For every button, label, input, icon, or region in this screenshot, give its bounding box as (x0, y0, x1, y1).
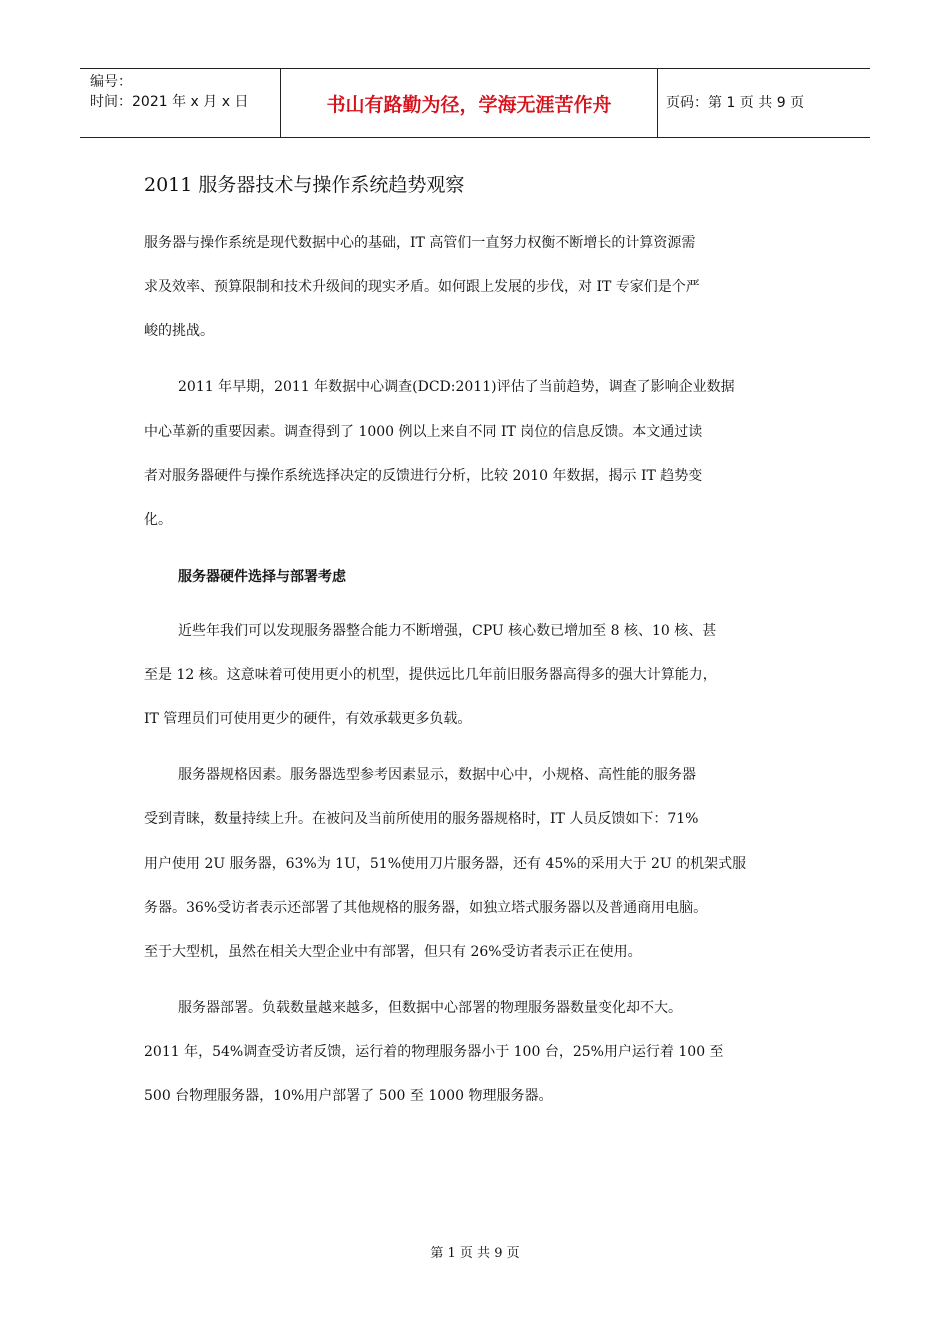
paragraph-5-line: 500 台物理服务器，10%用户部署了 500 至 1000 物理服务器。 (144, 1088, 553, 1104)
page-footer: 第 1 页 共 9 页 (430, 1246, 520, 1261)
paragraph-1-line: 求及效率、预算限制和技术升级间的现实矛盾。如何跟上发展的步伐，对 IT 专家们是个严 (144, 279, 700, 295)
header-motto-cell (281, 69, 658, 137)
paragraph-4-line: 受到青睐，数量持续上升。在被问及当前所使用的服务器规格时，IT 人员反馈如下：71% (144, 811, 699, 827)
paragraph-3-line: 近些年我们可以发现服务器整合能力不断增强，CPU 核心数已增加至 8 核、10 核、甚 (178, 623, 717, 639)
paragraph-1-line: 峻的挑战。 (144, 323, 214, 339)
paragraph-2-line: 者对服务器硬件与操作系统选择决定的反馈进行分析，比较 2010 年数据，揭示 IT 趋势变 (144, 468, 703, 484)
paragraph-2-line: 中心革新的重要因素。调查得到了 1000 例以上来自不同 IT 岗位的信息反馈。本文通过读 (144, 424, 703, 440)
section-heading: 服务器硬件选择与部署考虑 (178, 569, 346, 585)
paragraph-5-line: 服务器部署。负载数量越来越多，但数据中心部署的物理服务器数量变化却不大。 (178, 1000, 682, 1016)
header-meta-cell (80, 69, 281, 137)
paragraph-1-line: 服务器与操作系统是现代数据中心的基础，IT 高管们一直努力权衡不断增长的计算资源需 (144, 235, 696, 251)
page-header (80, 68, 870, 138)
paragraph-4-line: 至于大型机，虽然在相关大型企业中有部署，但只有 26%受访者表示正在使用。 (144, 944, 642, 960)
number-label: 编号： (90, 74, 132, 90)
paragraph-3-line: IT 管理员们可使用更少的硬件，有效承载更多负载。 (144, 711, 472, 727)
paragraph-5-line: 2011 年，54%调查受访者反馈，运行着的物理服务器小于 100 台，25%用户运行着 100 至 (144, 1044, 724, 1060)
paragraph-4-line: 务器。36%受访者表示还部署了其他规格的服务器，如独立塔式服务器以及普通商用电脑。 (144, 900, 708, 916)
header-page-cell (658, 69, 870, 137)
page-info: 页码：第 1 页 共 9 页 (666, 95, 805, 111)
paragraph-4-line: 服务器规格因素。服务器选型参考因素显示，数据中心中，小规格、高性能的服务器 (178, 767, 696, 783)
paragraph-2-line: 化。 (144, 512, 172, 528)
document-title: 2011 服务器技术与操作系统趋势观察 (144, 174, 465, 196)
paragraph-2-line: 2011 年早期，2011 年数据中心调查(DCD:2011)评估了当前趋势，调查了影响企业数据 (178, 379, 735, 395)
time-label: 时间：2021 年 x 月 x 日 (90, 94, 249, 110)
paragraph-3-line: 至是 12 核。这意味着可使用更小的机型，提供远比几年前旧服务器高得多的强大计算能力， (144, 667, 717, 683)
paragraph-4-line: 用户使用 2U 服务器，63%为 1U，51%使用刀片服务器，还有 45%的采用大于 2U 的机架式服 (144, 856, 747, 872)
motto: 书山有路勤为径，学海无涯苦作舟 (326, 94, 612, 116)
